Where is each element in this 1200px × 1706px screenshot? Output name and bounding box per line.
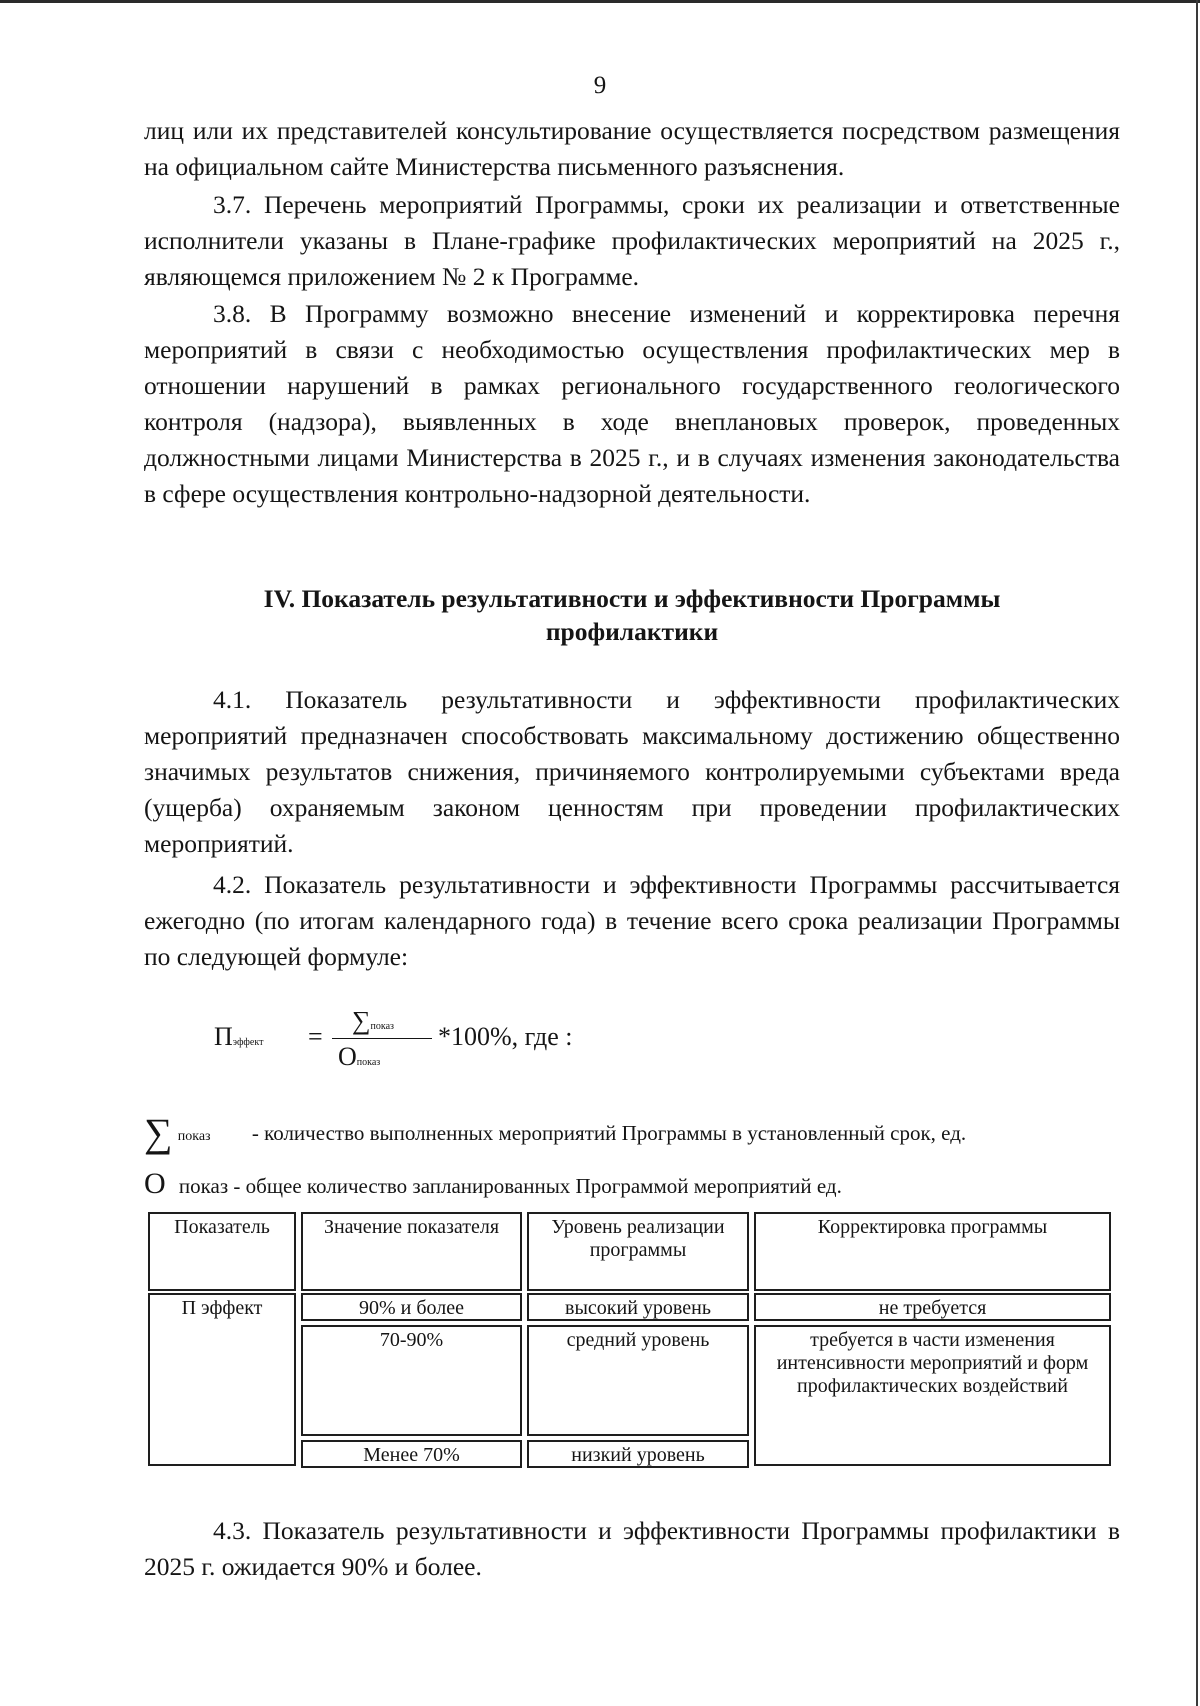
table-cell-correction-medium: требуется в части изменения интенсивности мероприятий и форм профилактических воздействий: [754, 1325, 1111, 1466]
table-cell-level-medium: средний уровень: [527, 1325, 749, 1436]
definition-o-text: показ - общее количество запланированных Программой мероприятий ед.: [178, 1174, 842, 1198]
table-cell-value-low: Менее 70%: [301, 1440, 522, 1468]
table-cell-indicator: П эффект: [148, 1293, 296, 1466]
table-header-correction: Корректировка программы: [754, 1212, 1111, 1291]
section-3-7: [144, 187, 1120, 295]
fraction-bar: [332, 1038, 432, 1039]
page-top-edge: [0, 0, 1200, 3]
paragraph-intro-continuation: [144, 113, 1120, 185]
heading-line-2: профилактики: [545, 617, 719, 646]
table-cell-value-medium: 70-90%: [301, 1325, 522, 1436]
formula-equals: =: [308, 1022, 323, 1051]
formula-lhs: [214, 1022, 263, 1052]
table-header-indicator: Показатель: [148, 1212, 296, 1291]
paragraph-4-1: 4.1. Показатель результативности и эффективности профилактических мероприятий предназначен способствовать максимальному достижению общественно значимых результатов снижения, причиняемого контролируемыми субъектами вреда (ущерба) охраняемым законом ценностям при проведении профилактических мероприятий.: [144, 685, 1120, 858]
section-4-1: [144, 682, 1120, 862]
definition-o: [144, 1167, 842, 1201]
definition-sum: [144, 1109, 966, 1156]
formula-rhs: *100%, где :: [438, 1022, 573, 1051]
table-header-value: Значение показателя: [301, 1212, 522, 1291]
formula-denominator-subscript: показ: [356, 1057, 381, 1068]
sum-symbol-icon: ∑: [144, 1110, 173, 1155]
page-number: 9: [593, 72, 607, 99]
efficiency-formula: [214, 1006, 614, 1072]
formula-denominator: [338, 1042, 380, 1072]
sum-symbol-icon: ∑: [352, 1006, 371, 1035]
formula-numerator: [352, 1006, 394, 1036]
section-heading: [144, 582, 1120, 648]
formula-lhs-symbol: П: [214, 1022, 233, 1051]
table-cell-correction-high: не требуется: [754, 1293, 1111, 1321]
page-right-edge: [1196, 0, 1198, 1706]
paragraph-3-8: 3.8. В Программу возможно внесение изменений и корректировка перечня мероприятий в связи с необходимостью осуществления профилактических мер в отношении нарушений в рамках регионального государственного геологического контроля (надзора), выявленных в ходе внеплановых проверок, проведенных должностными лицами Министерства в 2025 г., и в случаях изменения законодательства в сфере осуществления контрольно-надзорной деятельности.: [144, 299, 1120, 508]
paragraph-3-7: 3.7. Перечень мероприятий Программы, сроки их реализации и ответственные исполнители указаны в Плане-графике профилактических мероприятий на 2025 г., являющемся приложением № 2 к Программе.: [144, 190, 1120, 291]
paragraph-consultation: лиц или их представителей консультирование осуществляется посредством размещения на официальном сайте Министерства письменного разъяснения.: [144, 116, 1120, 181]
section-4-2: [144, 867, 1120, 975]
definition-o-symbol: О: [144, 1167, 166, 1200]
formula-lhs-subscript: эффект: [232, 1037, 264, 1048]
formula-denominator-symbol: О: [338, 1042, 357, 1071]
paragraph-4-3: 4.3. Показатель результативности и эффективности Программы профилактики в 2025 г. ожидается 90% и более.: [144, 1516, 1120, 1581]
section-3-8: [144, 296, 1120, 512]
table-header-level: Уровень реализации программы: [527, 1212, 749, 1291]
definition-sum-text: - количество выполненных мероприятий Программы в установленный срок, ед.: [251, 1121, 967, 1145]
section-4-3: [144, 1513, 1120, 1585]
table-cell-level-low: низкий уровень: [527, 1440, 749, 1468]
heading-line-1: IV. Показатель результативности и эффективности Программы: [263, 584, 1001, 613]
definition-sum-subscript: показ: [177, 1129, 211, 1144]
table-cell-value-high: 90% и более: [301, 1293, 522, 1321]
formula-numerator-subscript: показ: [370, 1021, 394, 1032]
paragraph-4-2: 4.2. Показатель результативности и эффективности Программы рассчитывается ежегодно (по итогам календарного года) в течение всего срока реализации Программы по следующей формуле:: [144, 870, 1120, 971]
table-cell-level-high: высокий уровень: [527, 1293, 749, 1321]
